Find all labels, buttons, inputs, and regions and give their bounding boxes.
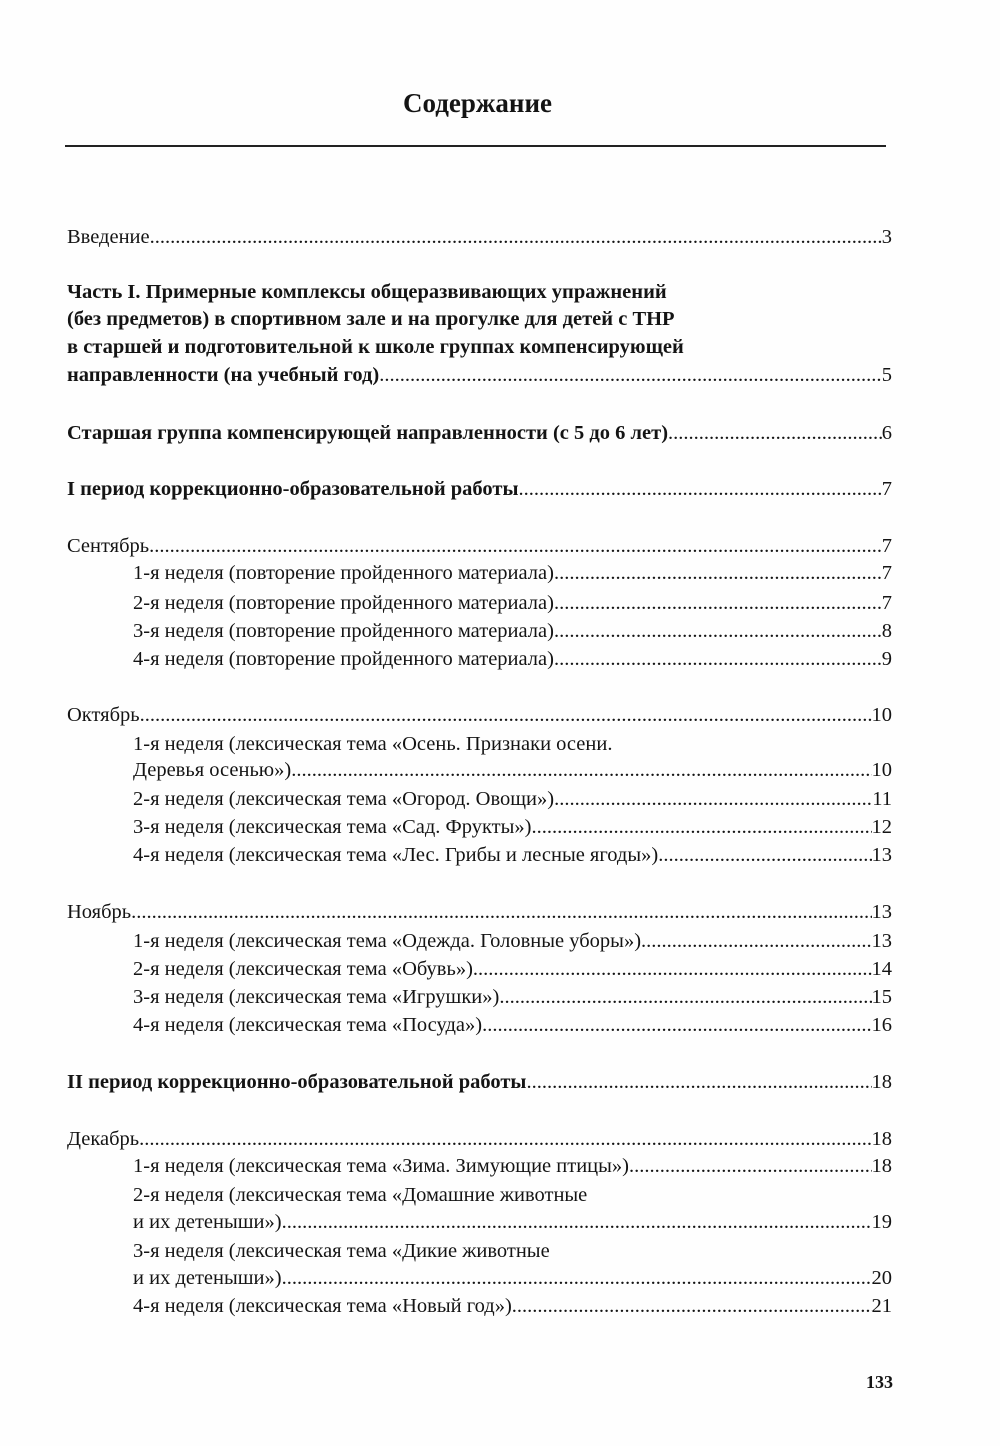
toc-entry-title: направленности (на учебный год) — [67, 364, 380, 386]
toc-page-number: 13 — [871, 844, 892, 866]
toc-page-number: 5 — [881, 364, 892, 386]
toc-entry-title: 3-я неделя (лексическая тема «Игрушки») — [133, 986, 500, 1008]
dot-leader — [131, 899, 871, 925]
toc-entry-title: в старшей и подготовительной к школе группах компенсирующей — [67, 336, 684, 358]
dot-leader — [139, 1126, 871, 1152]
toc-page-number: 6 — [881, 422, 892, 444]
toc-page-number: 7 — [881, 592, 892, 614]
toc-entry[interactable] — [133, 560, 892, 586]
toc-page-number: 14 — [871, 958, 892, 980]
toc-entry[interactable] — [67, 1069, 892, 1095]
toc-page-number: 15 — [871, 986, 892, 1008]
toc-entry-line[interactable] — [133, 1238, 892, 1264]
dot-leader — [554, 590, 882, 616]
toc-entry-title: 4-я неделя (повторение пройденного материала) — [133, 648, 554, 670]
dot-leader — [554, 618, 882, 644]
toc-entry-title: 3-я неделя (лексическая тема «Сад. Фрукты») — [133, 816, 532, 838]
toc-entry-title: и их детеныши») — [133, 1267, 282, 1289]
dot-leader — [526, 1069, 871, 1095]
toc-entry[interactable] — [133, 956, 892, 982]
dot-leader — [150, 224, 882, 250]
toc-entry-title: 2-я неделя (повторение пройденного материала) — [133, 592, 554, 614]
dot-leader — [499, 984, 871, 1010]
dot-leader — [379, 362, 882, 388]
dot-leader — [668, 420, 882, 446]
toc-page-number: 19 — [871, 1211, 892, 1233]
dot-leader — [482, 1012, 871, 1038]
toc-entry-line[interactable] — [133, 1182, 892, 1208]
toc-entry[interactable] — [67, 420, 892, 446]
toc-entry-title: 2-я неделя (лексическая тема «Обувь») — [133, 958, 473, 980]
title-divider — [65, 145, 886, 147]
toc-entry-title: I период коррекционно-образовательной работы — [67, 478, 519, 500]
toc-entry[interactable] — [133, 1012, 892, 1038]
toc-entry[interactable] — [133, 1265, 892, 1291]
toc-page-number: 18 — [871, 1071, 892, 1093]
dot-leader — [531, 814, 871, 840]
toc-entry-line[interactable] — [133, 731, 892, 757]
toc-page-number: 21 — [871, 1295, 892, 1317]
toc-page-number: 3 — [881, 226, 892, 248]
dot-leader — [554, 560, 882, 586]
dot-leader — [554, 646, 882, 672]
toc-page-number: 7 — [881, 562, 892, 584]
toc-entry-line[interactable] — [67, 306, 892, 332]
toc-page-number: 7 — [881, 535, 892, 557]
toc-entry[interactable] — [133, 842, 892, 868]
toc-entry[interactable] — [133, 786, 892, 812]
toc-entry-title: 1-я неделя (лексическая тема «Зима. Зимующие птицы») — [133, 1155, 630, 1177]
toc-entry[interactable] — [67, 702, 892, 728]
toc-page-number: 7 — [881, 478, 892, 500]
toc-entry[interactable] — [67, 899, 892, 925]
dot-leader — [658, 842, 871, 868]
toc-page-number: 10 — [871, 759, 892, 781]
toc-entry[interactable] — [133, 757, 892, 783]
toc-entry-line[interactable] — [67, 279, 892, 305]
toc-entry-title: Введение — [67, 226, 150, 248]
toc-page-number: 12 — [871, 816, 892, 838]
dot-leader — [512, 1293, 872, 1319]
toc-entry[interactable] — [133, 590, 892, 616]
toc-entry-title: 1-я неделя (повторение пройденного материала) — [133, 562, 554, 584]
toc-entry-title: 3-я неделя (лексическая тема «Дикие животные — [133, 1240, 550, 1262]
toc-page-number: 16 — [871, 1014, 892, 1036]
toc-entry-title: 1-я неделя (лексическая тема «Осень. Признаки осени. — [133, 733, 613, 755]
toc-page-number: 10 — [871, 704, 892, 726]
toc-entry-title: и их детеныши») — [133, 1211, 282, 1233]
dot-leader — [554, 786, 872, 812]
dot-leader — [641, 928, 871, 954]
toc-entry[interactable] — [67, 533, 892, 559]
toc-entry[interactable] — [133, 928, 892, 954]
toc-entry-title: Старшая группа компенсирующей направленности (с 5 до 6 лет) — [67, 422, 669, 444]
toc-page-number: 8 — [881, 620, 892, 642]
page-title: Содержание — [402, 88, 553, 118]
dot-leader — [282, 1265, 872, 1291]
toc-entry-line[interactable] — [67, 334, 892, 360]
toc-entry-title: II период коррекционно-образовательной работы — [67, 1071, 527, 1093]
toc-entry[interactable] — [67, 362, 892, 388]
toc-page-number: 9 — [881, 648, 892, 670]
toc-page-number: 18 — [871, 1155, 892, 1177]
dot-leader — [140, 702, 872, 728]
toc-entry[interactable] — [133, 646, 892, 672]
toc-entry[interactable] — [67, 224, 892, 250]
dot-leader — [291, 757, 871, 783]
toc-entry-title: 2-я неделя (лексическая тема «Домашние животные — [133, 1184, 588, 1206]
toc-entry[interactable] — [133, 814, 892, 840]
toc-entry[interactable] — [133, 1293, 892, 1319]
toc-entry[interactable] — [133, 1209, 892, 1235]
toc-entry[interactable] — [133, 618, 892, 644]
toc-page-number: 18 — [871, 1128, 892, 1150]
toc-page-number: 20 — [871, 1267, 892, 1289]
dot-leader — [282, 1209, 872, 1235]
toc-entry-title: 1-я неделя (лексическая тема «Одежда. Головные уборы») — [133, 930, 642, 952]
toc-page-number: 13 — [871, 901, 892, 923]
toc-entry[interactable] — [133, 1153, 892, 1179]
toc-entry[interactable] — [133, 984, 892, 1010]
dot-leader — [518, 476, 881, 502]
toc-entry-title: Деревья осенью») — [133, 759, 292, 781]
toc-page-number: 11 — [872, 788, 892, 810]
toc-entry-title: (без предметов) в спортивном зале и на прогулке для детей с ТНР — [67, 308, 675, 330]
dot-leader — [149, 533, 882, 559]
toc-entry-title: Ноябрь — [67, 901, 132, 923]
toc-entry[interactable] — [67, 1126, 892, 1152]
toc-entry-title: Декабрь — [67, 1128, 140, 1150]
toc-entry-title: 4-я неделя (лексическая тема «Новый год») — [133, 1295, 512, 1317]
page-number: 133 — [866, 1372, 893, 1392]
toc-entry-title: Часть I. Примерные комплексы общеразвивающих упражнений — [67, 281, 667, 303]
dot-leader — [629, 1153, 871, 1179]
toc-entry-title: Сентябрь — [67, 535, 150, 557]
toc-entry-title: 3-я неделя (повторение пройденного материала) — [133, 620, 554, 642]
toc-page-number: 13 — [871, 930, 892, 952]
dot-leader — [473, 956, 872, 982]
toc-entry-title: 4-я неделя (лексическая тема «Посуда») — [133, 1014, 483, 1036]
toc-entry[interactable] — [67, 476, 892, 502]
toc-entry-title: Октябрь — [67, 704, 140, 726]
toc-entry-title: 2-я неделя (лексическая тема «Огород. Овощи») — [133, 788, 555, 810]
toc-entry-title: 4-я неделя (лексическая тема «Лес. Грибы и лесные ягоды») — [133, 844, 659, 866]
